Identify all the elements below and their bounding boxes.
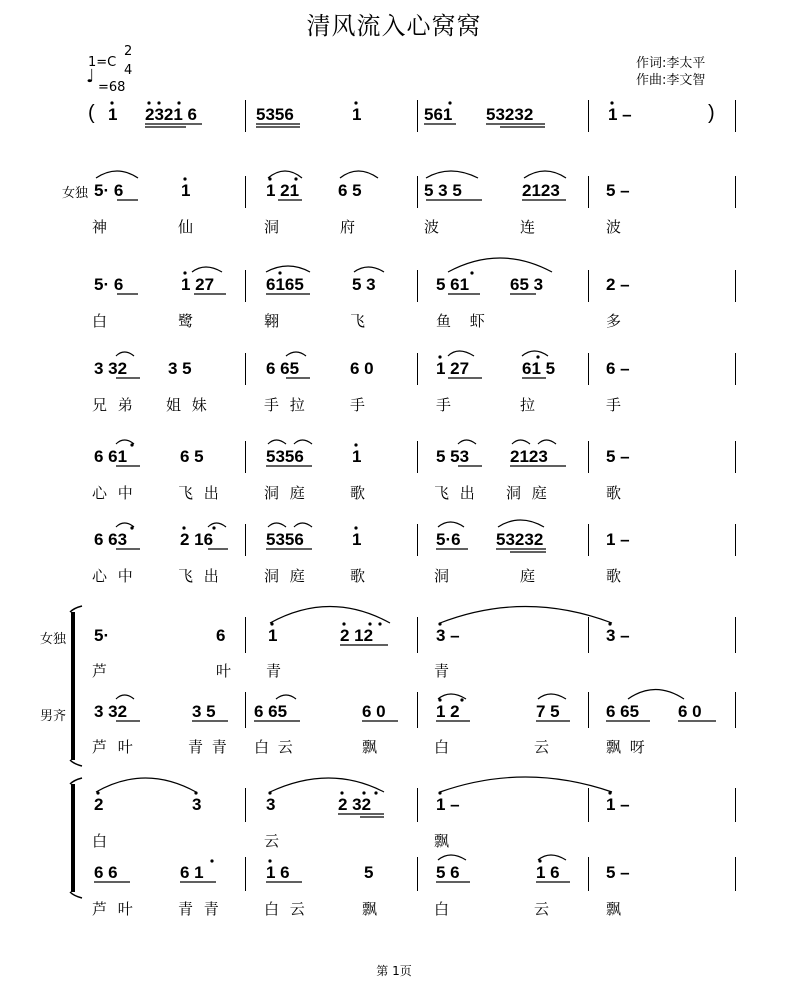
- note-group: 5 3: [352, 275, 376, 294]
- lyric: 飘: [434, 832, 450, 850]
- note-group: 3 –: [436, 626, 460, 645]
- note-group: 6 61: [94, 447, 128, 466]
- note-group: 6 65: [254, 702, 288, 721]
- note-group: 1: [108, 105, 118, 124]
- note-group: 5 3 5: [424, 181, 462, 200]
- lyric: 洞 庭: [264, 567, 305, 585]
- lyric: 波: [606, 218, 622, 236]
- lyric: 波: [424, 218, 440, 236]
- note-group: 2 16: [180, 530, 214, 549]
- lyric: 飞: [350, 312, 366, 330]
- note-group: 6 65: [606, 702, 640, 721]
- note-group: 2 32: [338, 795, 372, 814]
- lyric: 洞: [434, 567, 450, 585]
- lyric: 青: [434, 662, 450, 680]
- part-label-chorus: 男齐: [40, 709, 67, 724]
- note-group: 2321 6: [145, 105, 197, 124]
- note-group: 1: [352, 530, 362, 549]
- note-group: 5 –: [606, 181, 630, 200]
- lyric: 云: [264, 832, 280, 850]
- note-group: 1 2: [436, 702, 460, 721]
- lyric: 云: [534, 900, 550, 918]
- lyric: 白: [92, 832, 108, 850]
- note-group: 1 6: [536, 863, 560, 882]
- lyric: 仙: [178, 218, 194, 236]
- lyric: 青 青: [188, 738, 227, 756]
- note-group: 1 –: [608, 105, 632, 124]
- lyric: 多: [606, 312, 622, 330]
- lyric: 姐 妹: [166, 396, 207, 414]
- note-group: 3 32: [94, 359, 128, 378]
- time-signature-numerator: 2: [124, 44, 133, 59]
- note-group: 1 27: [181, 275, 215, 294]
- note-group: 2 –: [606, 275, 630, 294]
- lyric: 洞 庭: [506, 484, 547, 502]
- note-group: 1 6: [266, 863, 290, 882]
- note-group: 2123: [510, 447, 548, 466]
- lyric: 白: [92, 312, 108, 330]
- note-group: 53232: [486, 105, 534, 124]
- lyric: 庭: [520, 567, 536, 585]
- note-group: 6 6: [94, 863, 118, 882]
- lyric: 飘: [362, 900, 378, 918]
- lyric: 洞: [264, 218, 280, 236]
- note-group: 5356: [256, 105, 294, 124]
- page-number: 第 1页: [376, 964, 412, 978]
- note-group: 6165: [266, 275, 304, 294]
- note-group: 3: [266, 795, 276, 814]
- note-group: 5 –: [606, 863, 630, 882]
- note-group: 1 –: [606, 530, 630, 549]
- note-group: 1: [352, 105, 362, 124]
- note-group: 6 1: [180, 863, 204, 882]
- note-group: 1 –: [436, 795, 460, 814]
- lyric: 翱: [264, 312, 280, 330]
- note-group: 3 5: [168, 359, 192, 378]
- lyric: 歌: [350, 567, 366, 585]
- lyric: 飞 出: [178, 484, 219, 502]
- time-signature-denominator: 4: [124, 63, 133, 78]
- note-group: 6: [216, 626, 226, 645]
- lyric: 白: [434, 738, 450, 756]
- note-group: 6 –: [606, 359, 630, 378]
- note-group: 561: [424, 105, 453, 124]
- note-group: 5· 6: [94, 181, 124, 200]
- lyric: 手: [436, 396, 452, 414]
- note-group: 7 5: [536, 702, 560, 721]
- lyric: 鱼 虾: [436, 312, 485, 330]
- note-group: 6 5: [180, 447, 204, 466]
- lyric: 飞 出: [178, 567, 219, 585]
- note-group: 61 5: [522, 359, 556, 378]
- note-group: 2: [94, 795, 104, 814]
- note-group: 5·: [94, 626, 110, 645]
- note-group: 5 61: [436, 275, 470, 294]
- note-group: 53232: [496, 530, 544, 549]
- repeat-close-paren: ): [708, 102, 715, 124]
- tempo-marking: =68: [98, 80, 126, 95]
- lyric: 心 中: [92, 484, 133, 502]
- lyric: 歌: [350, 484, 366, 502]
- lyric: 飘: [606, 900, 622, 918]
- lyric: 芦 叶: [92, 738, 133, 756]
- lyric: 洞 庭: [264, 484, 305, 502]
- lyric: 鹭: [178, 312, 194, 330]
- lyric: 府: [340, 218, 356, 236]
- lyric: 神: [92, 218, 108, 236]
- note-group: 1: [181, 181, 191, 200]
- note-group: 65 3: [510, 275, 544, 294]
- lyric: 连: [520, 218, 536, 236]
- song-title: 清风流入心窝窝: [306, 12, 482, 40]
- lyric: 青: [266, 662, 282, 680]
- note-group: 5· 6: [94, 275, 124, 294]
- note-group: 5: [364, 863, 374, 882]
- note-group: 1: [352, 447, 362, 466]
- note-group: 6 0: [678, 702, 702, 721]
- note-group: 5 –: [606, 447, 630, 466]
- note-group: 2123: [522, 181, 560, 200]
- note-group: 3 5: [192, 702, 216, 721]
- lyric: 飘: [362, 738, 378, 756]
- note-group: 6 0: [350, 359, 374, 378]
- note-group: 1: [268, 626, 278, 645]
- part-label-solo: 女独: [62, 186, 89, 201]
- lyricist-credit: 作词:李太平: [636, 56, 706, 71]
- key-signature: 1=C: [88, 55, 117, 70]
- lyric: 芦: [92, 662, 108, 680]
- lyric: 青 青: [178, 900, 219, 918]
- lyric: 手 拉: [264, 396, 305, 414]
- lyric: 手: [606, 396, 622, 414]
- lyric: 飞 出: [434, 484, 475, 502]
- note-group: 5356: [266, 447, 304, 466]
- lyric: 手: [350, 396, 366, 414]
- part-label-solo: 女独: [40, 632, 67, 647]
- lyric: 歌: [606, 484, 622, 502]
- lyric: 兄 弟: [92, 396, 133, 414]
- lyric: 白: [434, 900, 450, 918]
- repeat-open-paren: (: [88, 102, 95, 124]
- lyric: 白 云: [254, 738, 293, 756]
- note-group: 5 6: [436, 863, 460, 882]
- note-group: 5356: [266, 530, 304, 549]
- note-group: 1 27: [436, 359, 470, 378]
- lyric: 白 云: [264, 900, 305, 918]
- lyric: 云: [534, 738, 550, 756]
- lyric: 心 中: [92, 567, 133, 585]
- note-group: 5 53: [436, 447, 470, 466]
- note-group: 5·6: [436, 530, 461, 549]
- note-group: 3: [192, 795, 202, 814]
- note-group: 2 12: [340, 626, 374, 645]
- note-group: 1 21: [266, 181, 300, 200]
- composer-credit: 作曲:李文智: [636, 73, 706, 88]
- note-group: 1 –: [606, 795, 630, 814]
- note-group: 6 0: [362, 702, 386, 721]
- lyric: 拉: [520, 396, 536, 414]
- lyric: 歌: [606, 567, 622, 585]
- quarter-note-icon: ♩: [86, 66, 95, 87]
- lyric: 芦 叶: [92, 900, 133, 918]
- note-group: 6 63: [94, 530, 128, 549]
- lyric: 叶: [216, 662, 232, 680]
- note-group: 6 5: [338, 181, 362, 200]
- lyric: 飘 呀: [606, 738, 645, 756]
- note-group: 3 –: [606, 626, 630, 645]
- note-group: 6 65: [266, 359, 300, 378]
- note-group: 3 32: [94, 702, 128, 721]
